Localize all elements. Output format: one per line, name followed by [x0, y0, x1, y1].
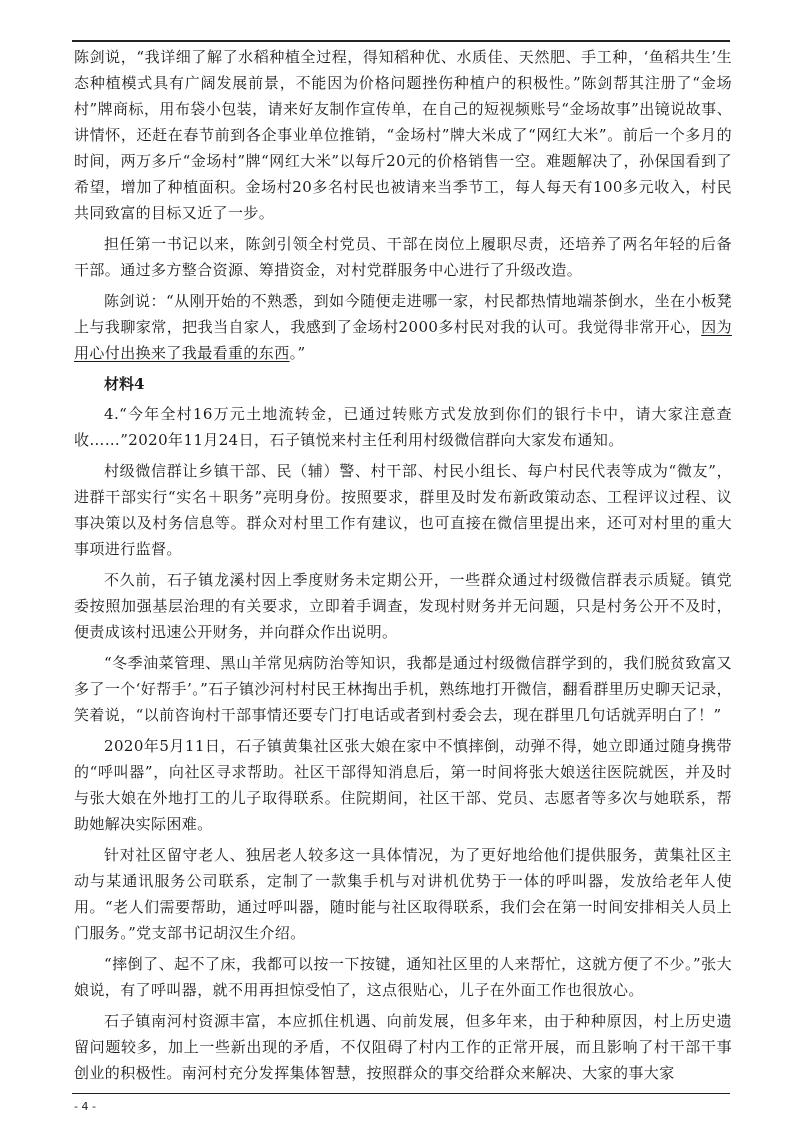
paragraph-3-text: 陈剑说：“从刚开始的不熟悉，到如今随便走进哪一家，村民都热情地端茶倒水，坐在小板凳上与我聊家常，把我当自家人，我感到了金场村2000多村民对我的认可。我觉得非常开心， — [74, 292, 732, 336]
page-number: - 4 - — [74, 1100, 96, 1113]
underlined-phrase: 因为用心付出换来了我最看重的东西 — [74, 318, 732, 362]
top-rule — [72, 40, 730, 42]
paragraph-5: 村级微信群让乡镇干部、民（辅）警、村干部、村民小组长、每户村民代表等成为“微友”，进群干部实行“实名＋职务”亮明身份。按照要求，群里及时发布新政策动态、工程评议过程、议事决策以及村务信息等。群众对村里工作有建议，也可直接在微信里提出来，还可对村里的重大事项进行监督。 — [74, 462, 732, 558]
paragraph-2: 担任第一书记以来，陈剑引领全村党员、干部在岗位上履职尽责，还培养了两名年轻的后备干部。通过多方整合资源、筹措资金，对村党群服务中心进行了升级改造。 — [74, 235, 732, 279]
bottom-rule — [72, 1093, 730, 1094]
paragraph-9: 针对社区留守老人、独居老人较多这一具体情况，为了更好地给他们提供服务，黄集社区主动与某通讯服务公司联系，定制了一款集手机与对讲机优势于一体的呼叫器，发放给老年人使用。“老人们需要帮助，通过呼叫器，随时能与社区取得联系，我们会在第一时间安排相关人员上门服务。”党支部书记胡汉生介绍。 — [74, 846, 732, 942]
paragraph-6: 不久前，石子镇龙溪村因上季度财务未定期公开，一些群众通过村级微信群表示质疑。镇党委按照加强基层治理的有关要求，立即着手调查，发现村财务并无问题，只是村务公开不及时，便责成该村迅速公开财务，并向群众作出说明。 — [74, 571, 732, 641]
paragraph-3 — [74, 288, 732, 366]
paragraph-8: 2020年5月11日，石子镇黄集社区张大娘在家中不慎摔倒，动弹不得，她立即通过随身携带的“呼叫器”，向社区寻求帮助。社区干部得知消息后，第一时间将张大娘送往医院就医，并及时与张大娘在外地打工的儿子取得联系。住院期间，社区干部、党员、志愿者等多次与她联系，帮助她解决实际困难。 — [74, 737, 732, 833]
section-heading: 材料4 — [104, 375, 145, 393]
paragraph-4: 4.“今年全村16万元土地流转金，已通过转账方式发放到你们的银行卡中，请大家注意查收……”2020年11月24日，石子镇悦来村主任利用村级微信群向大家发布通知。 — [74, 405, 732, 449]
paragraph-11: 石子镇南河村资源丰富，本应抓住机遇、向前发展，但多年来，由于种种原因，村上历史遗留问题较多，加上一些新出现的矛盾，不仅阻碍了村内工作的正常开展，而且影响了村干部干事创业的积极性。南河村充分发挥集体智慧，按照群众的事交给群众来解决、大家的事大家 — [74, 1012, 732, 1082]
body-text — [74, 44, 732, 1091]
paragraph-1: 陈剑说，“我详细了解了水稻种植全过程，得知稻种优、水质佳、天然肥、手工种，‘鱼稻共生’生态种植模式具有广阔发展前景，不能因为价格问题挫伤种植户的积极性。”陈剑帮其注册了“金场村”牌商标，用布袋小包装，请来好友制作宣传单，在自己的短视频账号“金场故事”出镜说故事、讲情怀，还赶在春节前到各企事业单位推销，“金场村”牌大米成了“网红大米”。前后一个多月的时间，两万多斤“金场村”牌“网红大米”以每斤20元的价格销售一空。难题解决了，孙保国看到了希望，增加了种植面积。金场村20多名村民也被请来当季节工，每人每天有100多元收入，村民共同致富的目标又近了一步。 — [74, 48, 732, 222]
paragraph-7: “冬季油菜管理、黑山羊常见病防治等知识，我都是通过村级微信群学到的，我们脱贫致富又多了一个‘好帮手’。”石子镇沙河村村民王林掏出手机，熟练地打开微信，翻看群里历史聊天记录，笑着说，“以前咨询村干部事情还要专门打电话或者到村委会去，现在群里几句话就弄明白了！” — [74, 654, 732, 724]
paragraph-3-end: 。” — [289, 344, 306, 362]
paragraph-10: “摔倒了、起不了床，我都可以按一下按键，通知社区里的人来帮忙，这就方便了不少。”张大娘说，有了呼叫器，就不用再担惊受怕了，这点很贴心，儿子在外面工作也很放心。 — [74, 955, 732, 999]
